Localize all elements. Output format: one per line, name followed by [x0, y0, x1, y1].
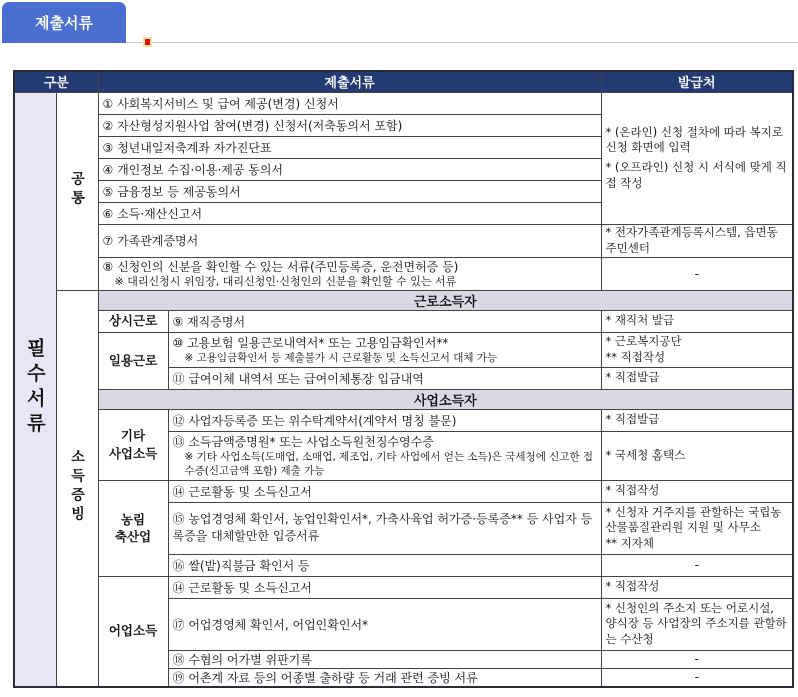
doc-item-16: ⑯ 쌀(밭)직불금 확인서 등 [168, 554, 601, 576]
doc-item-10-note: ※ 고용임금확인서 등 제출불가 시 근로활동 및 소득신고서 대체 가능 [184, 351, 498, 364]
required-label: 필수서류 [23, 337, 46, 438]
issuer-11: * 직접발급 [601, 367, 793, 389]
daily-work-label: 일용근로 [98, 332, 168, 389]
doc-item-1: ① 사회복지서비스 및 급여 제공(변경) 신청서 [98, 92, 601, 114]
other-business-label [98, 409, 168, 480]
issuer-offline: * (오프라인) 신청 시 서식에 맞게 직접 작성 [605, 160, 787, 190]
doc-item-4: ④ 개인정보 수집·이용·제공 동의서 [98, 158, 601, 180]
header-documents: 제출서류 [98, 71, 601, 92]
tab-divider [126, 42, 798, 43]
issuer-common-8: - [601, 257, 793, 290]
doc-item-5: ⑤ 금융정보 등 제공동의서 [98, 180, 601, 202]
issuer-15-line2: ** 지자체 [605, 535, 654, 550]
business-income-header: 사업소득자 [98, 389, 793, 409]
issuer-13: * 국세청 홈택스 [601, 431, 793, 480]
doc-item-18: ⑱ 수협의 어가별 위판기록 [168, 650, 601, 668]
red-marker-icon [143, 37, 152, 47]
doc-item-10-text: ⑩ 고용보험 일용근로내역서* 또는 고용임금확인서** [172, 335, 449, 350]
doc-item-8-text: ⑧ 신청인의 신분을 확인할 수 있는 서류(주민등록증, 운전면허증 등) [102, 259, 459, 274]
doc-item-14-fish: ⑭ 근로활동 및 소득신고서 [168, 576, 601, 598]
income-label: 소득증빙 [69, 448, 85, 525]
issuer-10-line1: * 근로복지공단 [605, 333, 682, 348]
issuer-16: - [601, 554, 793, 576]
doc-item-8-note: ※ 대리신청시 위임장, 대리신청인·신청인의 신분을 확인할 수 있는 서류 [114, 274, 457, 288]
doc-item-17: ⑰ 어업경영체 확인서, 어업인확인서* [168, 598, 601, 650]
doc-item-6: ⑥ 소득·재산신고서 [98, 202, 601, 224]
issuer-15 [601, 502, 793, 554]
table-header-row [14, 71, 793, 92]
doc-item-7: ⑦ 가족관계증명서 [98, 224, 601, 257]
doc-item-2: ② 자산형성지원사업 참여(변경) 신청서(저축동의서 포함) [98, 114, 601, 136]
earned-income-header: 근로소득자 [98, 290, 793, 310]
issuer-14-farm: * 직접작성 [601, 480, 793, 502]
issuer-14-fish: * 직접작성 [601, 576, 793, 598]
issuer-18: - [601, 650, 793, 668]
issuer-19: - [601, 668, 793, 687]
doc-item-12: ⑫ 사업자등록증 또는 위수탁계약서(계약서 명칭 불문) [168, 409, 601, 431]
issuer-15-line1: * 신청자 거주지를 관할하는 국립농산물품질관리원 지원 및 사무소 [605, 504, 782, 535]
other-business-label-1: 기타 [120, 428, 146, 443]
issuer-10-line2: ** 직접작성 [605, 349, 666, 364]
fishery-label: 어업소득 [98, 576, 168, 687]
doc-item-13-note: ※ 기타 사업소득(도매업, 소매업, 제조업, 기타 사업에서 얻는 소득)은 국세청에 신고한 접수증(신고금액 포함) 제출 가능 [184, 450, 594, 477]
issuer-10 [601, 332, 793, 367]
doc-item-14-farm: ⑭ 근로활동 및 소득신고서 [168, 480, 601, 502]
doc-item-11: ⑪ 급여이체 내역서 또는 급여이체통장 입금내역 [168, 367, 601, 389]
common-label-cell [56, 92, 98, 290]
header-category: 구분 [14, 71, 98, 92]
regular-work-label: 상시근로 [98, 310, 168, 332]
doc-item-8 [98, 257, 601, 290]
issuer-online: * (온라인) 신청 절차에 따라 복지로 신청 화면에 입력 [605, 124, 783, 155]
header-issuer: 발급처 [601, 71, 793, 92]
required-documents-table [13, 70, 794, 688]
other-business-label-2: 사업소득 [108, 445, 158, 461]
issuer-9: * 재직처 발급 [601, 310, 793, 332]
doc-item-13-text: ⑬ 소득금액증명원* 또는 사업소득원천징수영수증 [172, 434, 434, 449]
doc-item-10 [168, 332, 601, 367]
issuer-common-7: * 전자가족관계등록시스템, 읍면동 주민센터 [601, 224, 793, 257]
doc-item-9: ⑨ 재직증명서 [168, 310, 601, 332]
income-label-cell [56, 290, 98, 687]
common-label: 공통 [69, 170, 85, 209]
farm-label-1: 농림 [120, 511, 146, 527]
farm-label-2: 축산업 [114, 529, 152, 544]
issuer-12: * 직접발급 [601, 409, 793, 431]
issuer-common-1-6 [601, 92, 793, 224]
farm-label [98, 480, 168, 576]
documents-tab[interactable]: 제출서류 [2, 2, 126, 43]
required-label-cell [14, 92, 56, 687]
doc-item-3: ③ 청년내일저축계좌 자가진단표 [98, 136, 601, 158]
doc-item-13 [168, 431, 601, 480]
doc-item-19: ⑲ 어촌계 자료 등의 어종별 출하량 등 거래 관련 증빙 서류 [168, 668, 601, 687]
issuer-17: * 신청인의 주소지 또는 어로시설, 양식장 등 사업장의 주소지를 관할하는 수산청 [601, 598, 793, 650]
doc-item-15: ⑮ 농업경영체 확인서, 농업인확인서*, 가축사육업 허가증·등록증** 등 사업자 등록증을 대체할만한 입증서류 [168, 502, 601, 554]
